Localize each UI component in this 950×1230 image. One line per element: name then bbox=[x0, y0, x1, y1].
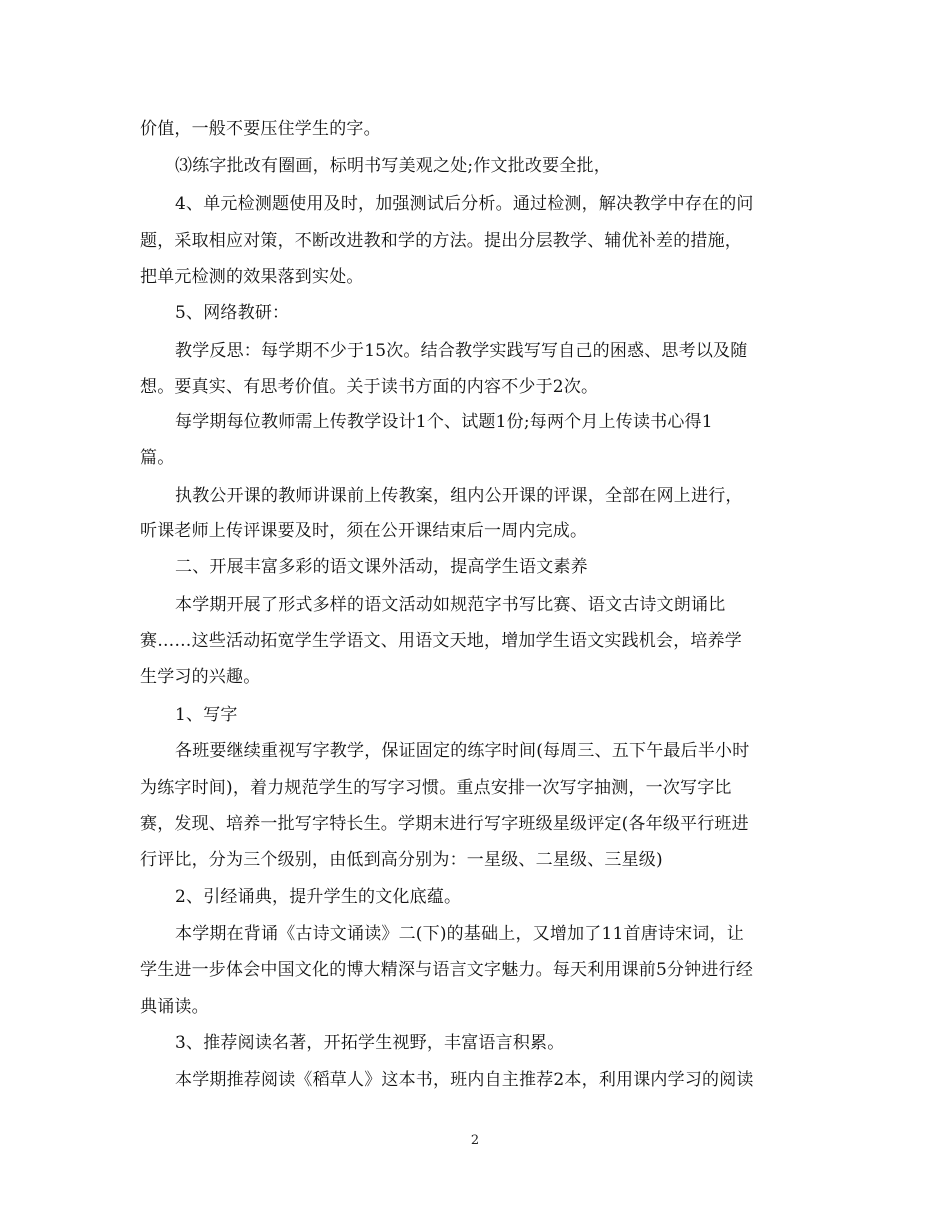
text-line: 4、单元检测题使用及时，加强测试后分析。通过检测，解决教学中存在的问 bbox=[175, 194, 754, 214]
text-line: 执教公开课的教师讲课前上传教案，组内公开课的评课，全部在网上进行， bbox=[175, 486, 743, 506]
text-line: 学生进一步体会中国文化的博大精深与语言文字魅力。每天利用课前5分钟进行经 bbox=[140, 960, 754, 980]
text-line: 各班要继续重视写字教学，保证固定的练字时间(每周三、五下午最后半小时 bbox=[175, 741, 750, 761]
text-line: 篇。 bbox=[140, 448, 175, 468]
text-line: 3、推荐阅读名著，开拓学生视野，丰富语言积累。 bbox=[175, 1033, 565, 1053]
text-line: 本学期推荐阅读《稻草人》这本书，班内自主推荐2本，利用课内学习的阅读 bbox=[175, 1070, 754, 1090]
text-line: 教学反思：每学期不少于15次。结合教学实践写写自己的困惑、思考以及随 bbox=[175, 341, 748, 361]
text-line: 本学期在背诵《古诗文诵读》二(下)的基础上，又增加了11首唐诗宋词，让 bbox=[175, 924, 744, 944]
text-line: 价值，一般不要压住学生的字。 bbox=[140, 119, 381, 139]
text-line: 生学习的兴趣。 bbox=[140, 667, 261, 687]
text-line: 为练字时间)，着力规范学生的写字习惯。重点安排一次写字抽测，一次写字比 bbox=[140, 778, 732, 798]
text-line: ⑶练字批改有圈画，标明书写美观之处;作文批改要全批， bbox=[175, 156, 611, 176]
text-line: 5、网络教研： bbox=[175, 303, 290, 323]
text-line: 想。要真实、有思考价值。关于读书方面的内容不少于2次。 bbox=[140, 377, 599, 397]
text-line: 每学期每位教师需上传教学设计1个、试题1份;每两个月上传读书心得1 bbox=[175, 412, 713, 432]
text-line: 二、开展丰富多彩的语文课外活动，提高学生语文素养 bbox=[175, 557, 588, 577]
page-number: 2 bbox=[470, 1133, 480, 1148]
text-line: 2、引经诵典，提升学生的文化底蕴。 bbox=[175, 887, 462, 907]
text-line: 听课老师上传评课要及时，须在公开课结束后一周内完成。 bbox=[140, 521, 588, 541]
text-line: 1、写字 bbox=[175, 705, 238, 725]
text-line: 典诵读。 bbox=[140, 997, 209, 1017]
text-line: 赛……这些活动拓宽学生学语文、用语文天地，增加学生语文实践机会，培养学 bbox=[140, 631, 742, 651]
text-line: 题，采取相应对策，不断改进教和学的方法。提出分层教学、辅优补差的措施， bbox=[140, 231, 742, 251]
text-line: 把单元检测的效果落到实处。 bbox=[140, 267, 364, 287]
text-line: 行评比，分为三个级别，由低到高分别为：一星级、二星级、三星级) bbox=[140, 850, 663, 870]
text-line: 本学期开展了形式多样的语文活动如规范字书写比赛、语文古诗文朗诵比 bbox=[175, 595, 726, 615]
text-line: 赛，发现、培养一批写字特长生。学期末进行写字班级星级评定(各年级平行班进 bbox=[140, 814, 749, 834]
